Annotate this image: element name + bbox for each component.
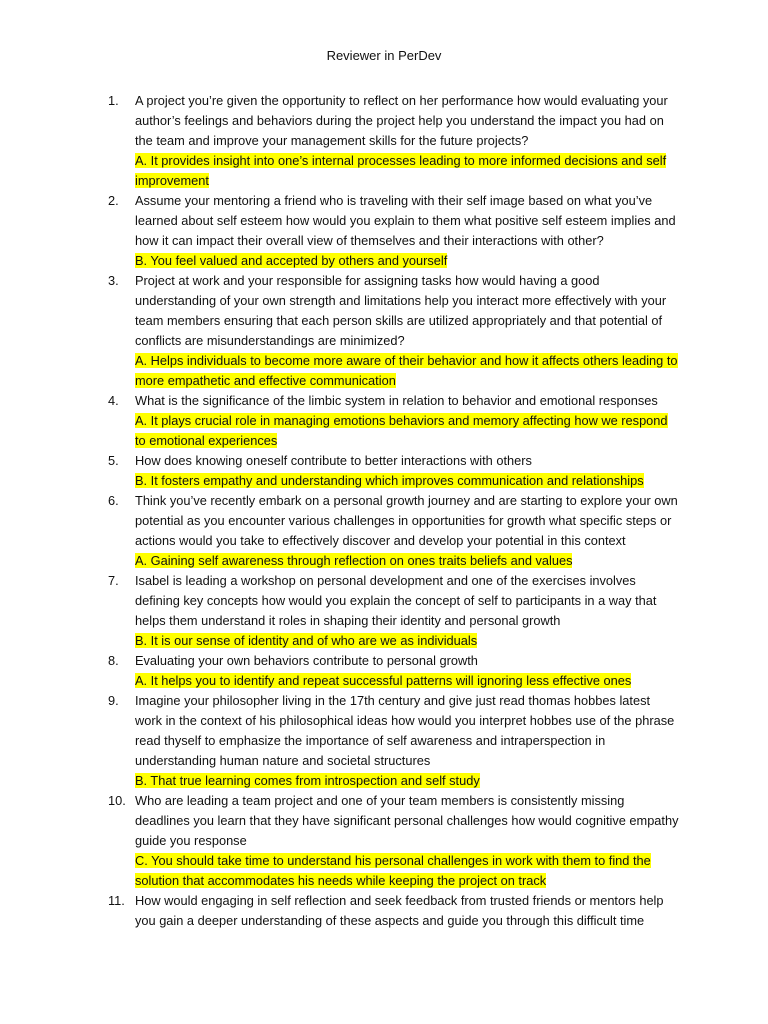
question-item [108, 791, 680, 891]
question-number: 6. [108, 493, 119, 508]
question-text: How does knowing oneself contribute to better interactions with others [135, 453, 532, 468]
question-number: 9. [108, 693, 119, 708]
question-text: How would engaging in self reflection and seek feedback from trusted friends or mentors help you gain a deeper understanding of these aspects and guide you through this difficult time [135, 893, 664, 928]
question-item [108, 91, 680, 191]
question-text: Think you’ve recently embark on a personal growth journey and are starting to explore your own potential as you encounter various challenges in opportunities for growth what specific steps or actions would you take to effectively discover and develop your potential in this context [135, 493, 678, 548]
question-number: 2. [108, 193, 119, 208]
question-item [108, 571, 680, 651]
highlighted-answer: B. It is our sense of identity and of who are we as individuals [135, 633, 478, 648]
question-list [108, 91, 680, 931]
question-number: 11. [108, 893, 125, 908]
question-text: Isabel is leading a workshop on personal development and one of the exercises involves defining key concepts how would you explain the concept of self to participants in a way that helps them understand it roles in shaping their identity and personal growth [135, 573, 657, 628]
question-item [108, 271, 680, 391]
question-number: 3. [108, 273, 119, 288]
highlighted-answer: A. Gaining self awareness through reflection on ones traits beliefs and values [135, 553, 573, 568]
question-text: A project you’re given the opportunity to reflect on her performance how would evaluating your author’s feelings and behaviors during the project help you understand the impact you had on the team and improve your management skills for the future projects? [135, 93, 668, 148]
question-item [108, 491, 680, 571]
question-text: Project at work and your responsible for assigning tasks how would having a good understanding of your own strength and limitations help you interact more effectively with your team members ensuring that each person skills are utilized appropriately and that potential of conflicts are misunderstandings are minimized? [135, 273, 667, 348]
question-number: 1. [108, 93, 119, 108]
question-item [108, 691, 680, 791]
highlighted-answer: A. It helps you to identify and repeat successful patterns will ignoring less effective ones [135, 673, 632, 688]
highlighted-answer: C. You should take time to understand his personal challenges in work with them to find the solution that accommodates his needs while keeping the project on track [135, 853, 651, 888]
question-text: Who are leading a team project and one of your team members is consistently missing deadlines you learn that they have significant personal challenges how would cognitive empathy guide you response [135, 793, 679, 848]
question-item [108, 651, 680, 691]
question-item [108, 451, 680, 491]
highlighted-answer: A. It provides insight into one’s internal processes leading to more informed decisions and self improvement [135, 153, 667, 188]
highlighted-answer: B. That true learning comes from introspection and self study [135, 773, 480, 788]
question-item [108, 391, 680, 451]
question-number: 7. [108, 573, 119, 588]
highlighted-answer: B. You feel valued and accepted by others and yourself [135, 253, 448, 268]
question-number: 5. [108, 453, 119, 468]
question-number: 4. [108, 393, 119, 408]
question-text: Evaluating your own behaviors contribute to personal growth [135, 653, 478, 668]
highlighted-answer: B. It fosters empathy and understanding which improves communication and relationships [135, 473, 644, 488]
page-title: Reviewer in PerDev [326, 48, 442, 63]
question-text: Imagine your philosopher living in the 17th century and give just read thomas hobbes latest work in the context of his philosophical ideas how would you interpret hobbes use of the phrase read thyself to emphasize the importance of self awareness and intraperspection in understanding human nature and societal structures [135, 693, 675, 768]
highlighted-answer: A. Helps individuals to become more aware of their behavior and how it affects others leading to more empathetic and effective communication [135, 353, 678, 388]
question-number: 8. [108, 653, 119, 668]
question-item [108, 891, 680, 931]
question-text: Assume your mentoring a friend who is traveling with their self image based on what you’ve learned about self esteem how would you explain to them what positive self esteem implies and how it can impact their overall view of themselves and their interactions with other? [135, 193, 676, 248]
question-text: What is the significance of the limbic system in relation to behavior and emotional responses [135, 393, 658, 408]
question-number: 10. [108, 793, 126, 808]
highlighted-answer: A. It plays crucial role in managing emotions behaviors and memory affecting how we respond to emotional experiences [135, 413, 668, 448]
question-item [108, 191, 680, 271]
